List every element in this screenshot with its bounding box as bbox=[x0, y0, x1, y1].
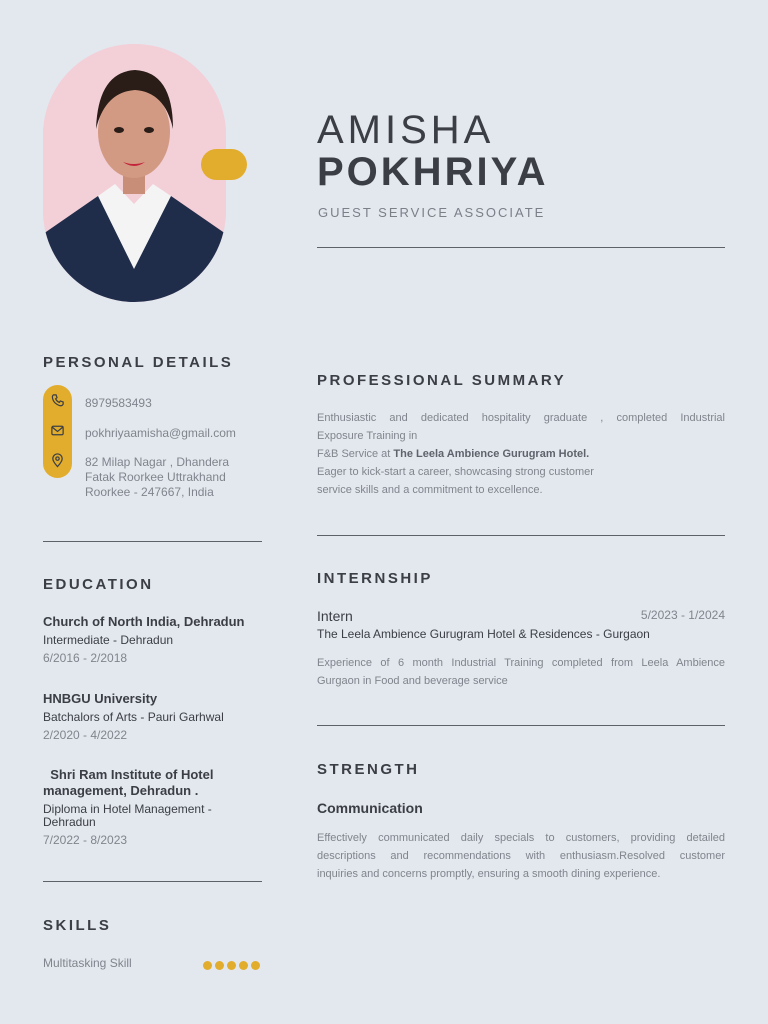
rating-dot bbox=[227, 961, 236, 970]
rating-dot bbox=[239, 961, 248, 970]
education-entry bbox=[43, 691, 268, 742]
internship-heading: INTERNSHIP bbox=[317, 570, 433, 587]
divider bbox=[317, 535, 725, 536]
description-line: inquiries and concerns promptly, ensuring a smooth dining experience. bbox=[317, 868, 661, 880]
internship-company: The Leela Ambience Gurugram Hotel & Residences - Gurgaon bbox=[317, 627, 650, 641]
internship-dates: 5/2023 - 1/2024 bbox=[640, 608, 725, 622]
phone-icon bbox=[50, 393, 65, 408]
job-title: GUEST SERVICE ASSOCIATE bbox=[318, 205, 546, 220]
accent-pill bbox=[201, 149, 247, 180]
summary-text bbox=[317, 409, 725, 499]
hotel-name: The Leela Ambience Gurugram Hotel. bbox=[393, 448, 590, 460]
skills-heading: SKILLS bbox=[43, 917, 112, 934]
description-line: Gurgaon in Food and beverage service bbox=[317, 675, 508, 687]
education-entry bbox=[43, 767, 268, 847]
degree-line: Diploma in Hotel Management - bbox=[43, 802, 212, 816]
education-dates: 6/2016 - 2/2018 bbox=[43, 651, 128, 665]
location-icon bbox=[50, 453, 65, 468]
last-name: POKHRIYA bbox=[317, 150, 549, 194]
email-address: pokhriyaamisha@gmail.com bbox=[85, 426, 236, 440]
description-line: descriptions and recommendations with enthusiasm.Resolved customer bbox=[317, 850, 725, 862]
strength-description bbox=[317, 829, 725, 883]
education-heading: EDUCATION bbox=[43, 576, 154, 593]
profile-photo bbox=[43, 44, 226, 302]
address-line: Fatak Roorkee Uttrakhand bbox=[85, 470, 226, 484]
summary-line: Eager to kick-start a career, showcasing strong customer bbox=[317, 466, 594, 478]
divider bbox=[317, 247, 725, 248]
summary-line: service skills and a commitment to excellence. bbox=[317, 484, 543, 496]
degree: Batchalors of Arts - Pauri Garhwal bbox=[43, 710, 224, 724]
skill-name: Multitasking Skill bbox=[43, 956, 132, 970]
internship-role: Intern bbox=[317, 608, 353, 624]
description-line: Experience of 6 month Industrial Training completed from Leela Ambience bbox=[317, 657, 725, 669]
address-line: 82 Milap Nagar , Dhandera bbox=[85, 455, 230, 469]
school-name: HNBGU University bbox=[43, 691, 158, 706]
first-name: AMISHA bbox=[317, 108, 495, 152]
contact-icon-strip bbox=[43, 385, 72, 478]
rating-dot bbox=[215, 961, 224, 970]
description-line: Effectively communicated daily specials to customers, providing detailed bbox=[317, 832, 725, 844]
mail-icon bbox=[50, 423, 65, 438]
degree: Intermediate - Dehradun bbox=[43, 633, 174, 647]
divider bbox=[317, 725, 725, 726]
school-name-line: management, Dehradun . bbox=[43, 783, 199, 798]
education-dates: 7/2022 - 8/2023 bbox=[43, 833, 128, 847]
summary-line: Enthusiastic and dedicated hospitality graduate , completed Industrial bbox=[317, 412, 725, 424]
divider bbox=[43, 541, 262, 542]
school-name-line: Shri Ram Institute of Hotel bbox=[43, 767, 214, 782]
strength-title: Communication bbox=[317, 800, 423, 816]
rating-dot bbox=[251, 961, 260, 970]
education-entry bbox=[43, 614, 268, 665]
summary-line bbox=[317, 445, 725, 463]
summary-heading: PROFESSIONAL SUMMARY bbox=[317, 372, 567, 389]
education-dates: 2/2020 - 4/2022 bbox=[43, 728, 128, 742]
internship-description bbox=[317, 654, 725, 690]
strength-heading: STRENGTH bbox=[317, 761, 420, 778]
skill-rating bbox=[200, 957, 260, 975]
summary-prefix: F&B Service at bbox=[317, 448, 394, 460]
address-line: Roorkee - 247667, India bbox=[85, 485, 214, 499]
school-name: Church of North India, Dehradun bbox=[43, 614, 245, 629]
phone-number: 8979583493 bbox=[85, 396, 152, 410]
address bbox=[85, 455, 229, 500]
summary-line: Exposure Training in bbox=[317, 430, 418, 442]
degree-line: Dehradun bbox=[43, 815, 96, 829]
personal-details-heading: PERSONAL DETAILS bbox=[43, 354, 234, 371]
profile-photo-illustration bbox=[43, 44, 226, 302]
rating-dot bbox=[203, 961, 212, 970]
divider bbox=[43, 881, 262, 882]
